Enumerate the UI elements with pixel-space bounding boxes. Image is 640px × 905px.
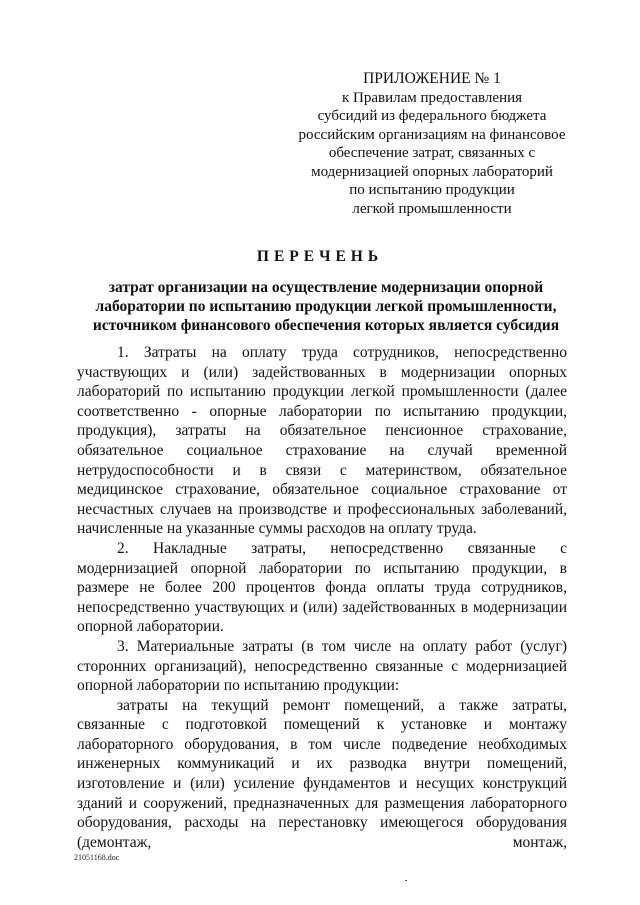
appendix-header [296, 70, 568, 218]
subtitle-line: лаборатории по испытанию продукции легкой промышленности, [95, 298, 557, 315]
scan-artifact [405, 880, 407, 881]
document-body [77, 343, 567, 852]
subtitle-line: источником финансового обеспечения которых является субсидия [92, 317, 560, 334]
subtitle-line: затрат организации на осуществление модернизации опорной [108, 279, 544, 296]
paragraph-1: 1. Затраты на оплату труда сотрудников, непосредственно участвующих и (или) задействованных в модернизации опорных лабораторий по испытанию продукции легкой промышленности (далее соответственно - опорные лаборатории по испытанию продукции, продукция), затраты на обязательное пенсионное страхование, обязательное социальное страхование на случай временной нетрудоспособности и в связи с материнством, обязательное медицинское страхование, обязательное социальное страхование от несчастных случаев на производстве и профессиональных заболеваний, начисленные на указанные суммы расходов на оплату труда. [77, 344, 567, 538]
paragraph-3-item: затраты на текущий ремонт помещений, а также затраты, связанные с подготовкой помещений к установке и монтажу лабораторного оборудования, в том числе подведение необходимых инженерных коммуникаций и их разводка внутри помещений, изготовление и (или) усиление фундаментов и несущих конструкций зданий и сооружений, предназначенных для размещения лабораторного оборудования, расходы на перестановку имеющегося оборудования (демонтаж, монтаж, [77, 696, 567, 851]
paragraph-2: 2. Накладные затраты, непосредственно связанные с модернизацией опорной лаборатории по испытанию продукции, в размере не более 200 процентов фонда оплаты труда сотрудников, непосредственно участвующих и (или) задействованных в модернизации опорной лаборатории. [77, 539, 567, 636]
appendix-line: российским организациям на финансовое [298, 126, 566, 143]
appendix-title: ПРИЛОЖЕНИЕ № 1 [363, 70, 501, 87]
appendix-line: обеспечение затрат, связанных с [328, 145, 536, 161]
document-title: ПЕРЕЧЕНЬ [256, 248, 384, 265]
appendix-line: легкой промышленности [352, 200, 512, 217]
appendix-line: к Правилам предоставления [341, 89, 523, 106]
file-reference: 21051168.doc [74, 853, 120, 862]
document-subtitle [86, 278, 566, 335]
appendix-line: модернизацией опорных лабораторий [311, 163, 553, 180]
appendix-line: субсидий из федерального бюджета [317, 108, 547, 124]
appendix-line: по испытанию продукции [349, 182, 515, 198]
paragraph-3: 3. Материальные затраты (в том числе на оплату работ (услуг) сторонних организаций), непосредственно связанные с модернизацией опорной лаборатории по испытанию продукции: [77, 637, 567, 695]
